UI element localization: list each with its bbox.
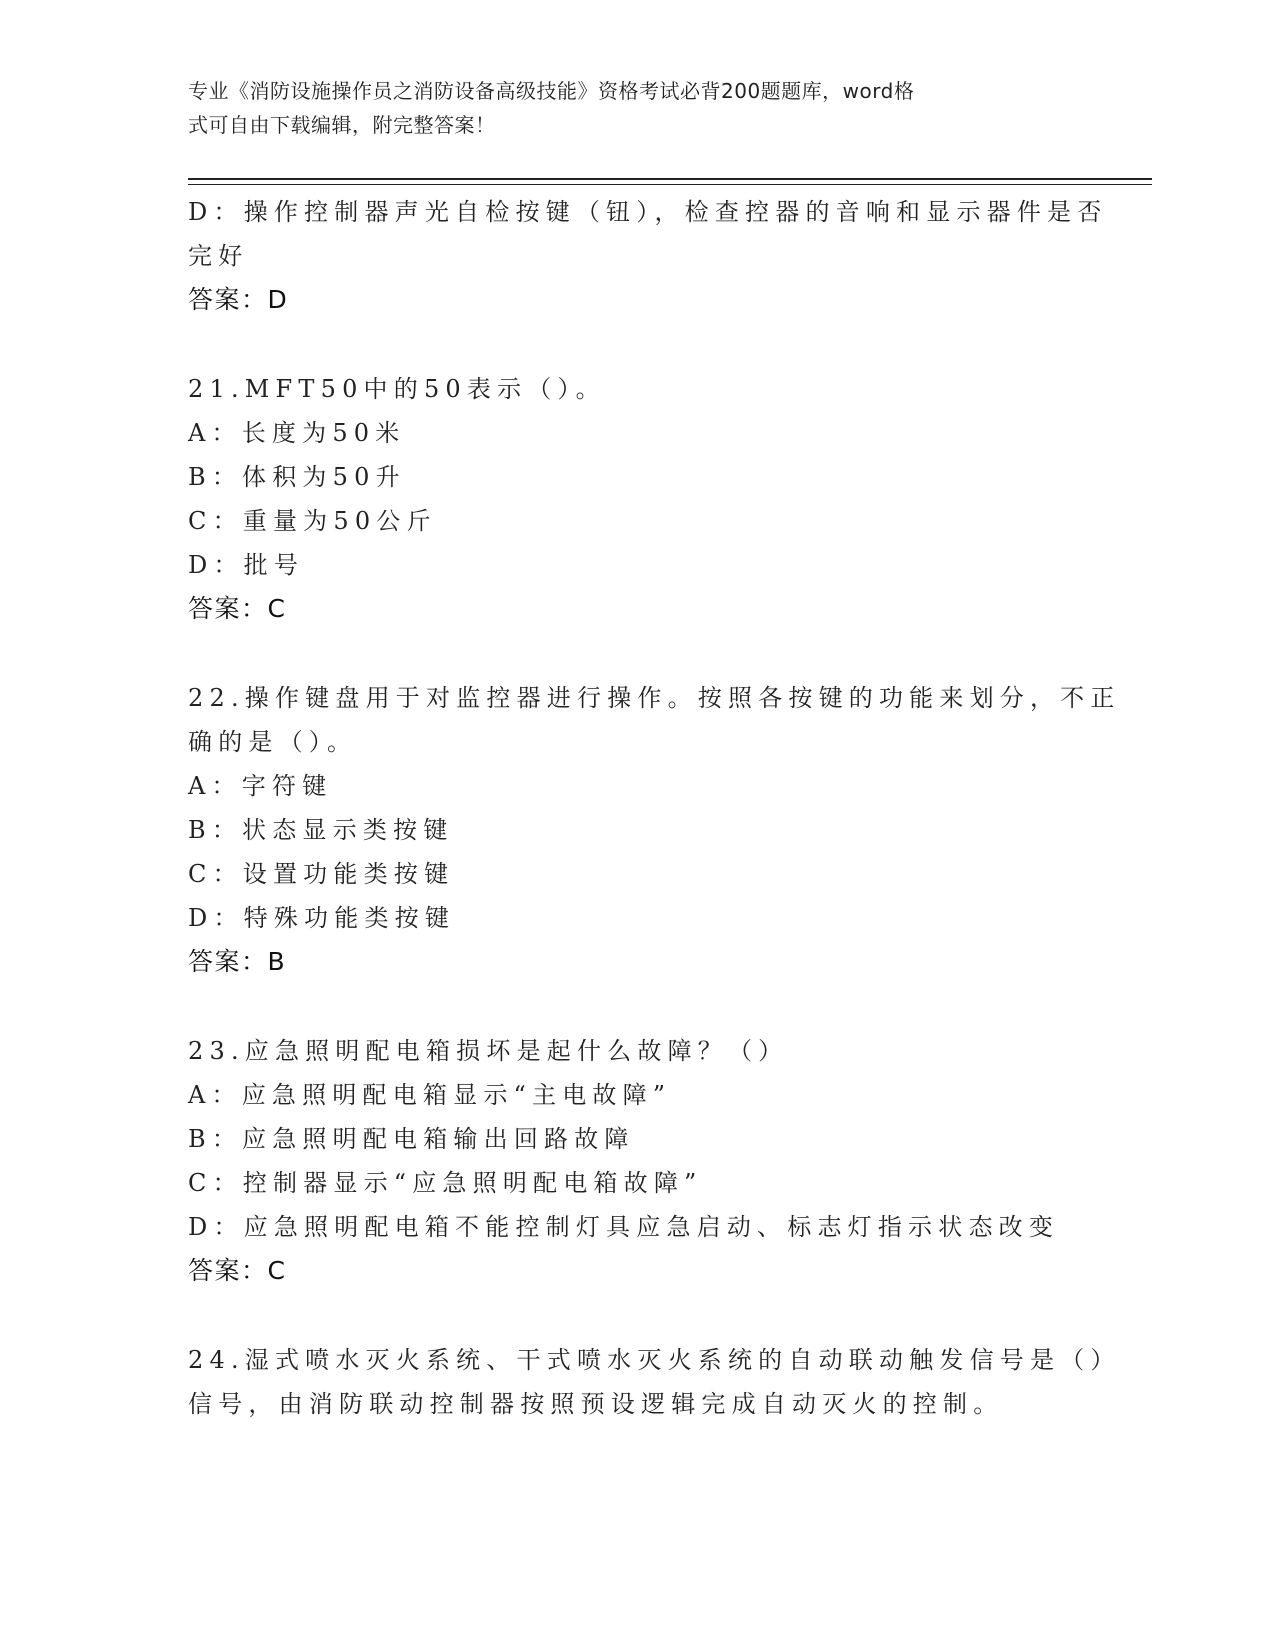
q21-option-c: C：重量为50公斤: [188, 507, 437, 535]
q24-stem-line-2: 信号，由消防联动控制器按照预设逻辑完成自动灭火的控制。: [188, 1390, 1004, 1418]
header-line-2: 式可自由下载编辑，附完整答案！: [188, 113, 496, 137]
q23-answer: 答案：C: [188, 1256, 287, 1285]
prev-answer: 答案：D: [188, 285, 289, 314]
q21-stem: 21.MFT50中的50表示（）。: [188, 375, 606, 403]
q21-option-d: D：批号: [188, 551, 305, 579]
q23-stem: 23.应急照明配电箱损坏是起什么故障？（）: [188, 1037, 789, 1065]
q23-option-c: C：控制器显示“应急照明配电箱故障”: [188, 1169, 703, 1197]
q22-option-c: C：设置功能类按键: [188, 860, 455, 888]
q22-option-b: B：状态显示类按键: [188, 816, 454, 844]
header-rule-thin: [188, 184, 1152, 185]
q21-option-b: B：体积为50升: [188, 463, 406, 491]
q23-option-d: D：应急照明配电箱不能控制灯具应急启动、标志灯指示状态改变: [188, 1213, 1060, 1241]
q22-option-d: D：特殊功能类按键: [188, 904, 456, 932]
header-rule-thick: [188, 178, 1152, 180]
page-header: [188, 74, 1068, 142]
q22-option-a: A：字符键: [188, 772, 333, 800]
prev-option-d-line-1: D：操作控制器声光自检按键（钮），检查控器的音响和显示器件是否: [188, 198, 1108, 226]
q21-answer: 答案：C: [188, 594, 287, 623]
q24-stem-line-1: 24.湿式喷水灭火系统、干式喷水灭火系统的自动联动触发信号是（）: [188, 1346, 1121, 1374]
prev-option-d-line-2: 完好: [188, 242, 249, 270]
q23-option-a: A：应急照明配电箱显示“主电故障”: [188, 1081, 672, 1109]
q21-option-a: A：长度为50米: [188, 419, 406, 447]
q23-option-b: B：应急照明配电箱输出回路故障: [188, 1125, 635, 1153]
q22-answer: 答案：B: [188, 947, 287, 976]
header-line-1: 专业《消防设施操作员之消防设备高级技能》资格考试必背200题题库，word格: [188, 79, 915, 103]
q22-stem-line-1: 22.操作键盘用于对监控器进行操作。按照各按键的功能来划分，不正: [188, 684, 1121, 712]
q22-stem-line-2: 确的是（）。: [188, 728, 358, 756]
